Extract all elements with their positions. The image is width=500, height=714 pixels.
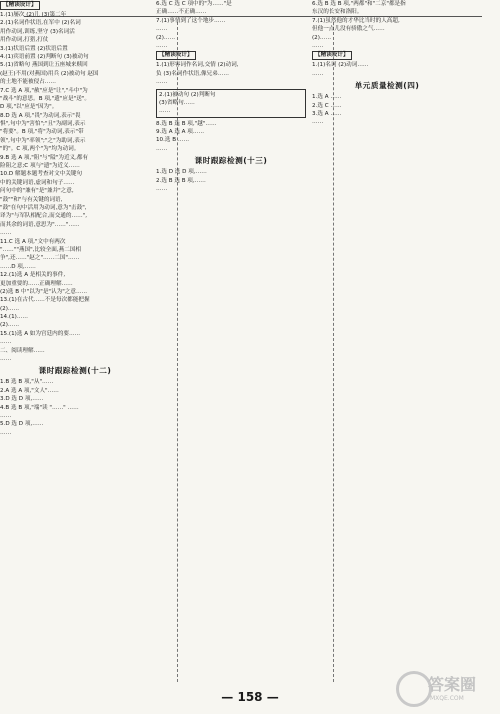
answer-line: (2)…… (156, 34, 176, 41)
answer-line: 1.(1)屡次 (2)儿 (3)第二年 (0, 12, 67, 18)
page-number: — 158 — (221, 690, 279, 704)
answer-line: "鼓""和"与有关键的词语, (0, 196, 63, 203)
answer-line: (2)…… (0, 322, 20, 329)
answer-line: (赵王)不用(对燕国)用兵 (2)被动句 赵国 (0, 70, 99, 77)
answer-line: 正确……不正确…… (156, 9, 207, 16)
answer-lines (0, 11, 150, 363)
answer-line: 10.选 B …… (156, 137, 190, 144)
answer-line: 2.A 选 A 项,"文人"…… (0, 387, 59, 394)
answer-line: …… (156, 145, 168, 152)
answer-line: 9.选 A 选 A 项…… (156, 129, 205, 136)
answer-line: 6.选 C 选 C 项中的"为……"是 (156, 1, 232, 7)
answer-line: 1.(1)名词 (2)动词…… (312, 62, 369, 69)
answer-line: 险阻之意;C 项与"遗"为近义…… (0, 163, 80, 170)
answer-line: 1.(1)形容词作名词,交情 (2)动词, (156, 62, 239, 69)
answer-line: 1.B 选 B 项,"从"…… (0, 379, 54, 386)
answer-line: "将要"。B 项,"将"为动词,表示"带 (0, 129, 84, 136)
watermark-circle-icon (396, 671, 432, 707)
answer-line: 12.(1)选 A 是相关的事件, (0, 272, 66, 279)
answer-line: 3.D 选 D 项,…… (0, 396, 44, 403)
boxed-answers (156, 89, 306, 118)
watermark-text: 答案圈 (428, 675, 477, 694)
answer-line: 2.(1)名词作状语,在军中 (2)名词 (0, 20, 81, 27)
answer-line: …… (156, 26, 168, 33)
answer-lines (156, 120, 306, 154)
answer-line: 3.选 A …… (312, 110, 342, 117)
answer-line: (2)选 B 中"以为"是"认为"之意…… (0, 288, 88, 295)
answer-line: …… (0, 339, 12, 346)
answer-line: 13.(1)在古代……不是每次都能把握 (0, 297, 90, 304)
answer-line: 8.选 B 选 B 项,"越"…… (156, 120, 217, 127)
answer-line: 5.(1)省略句 燕国到让五座城来赎回 (0, 62, 88, 69)
answer-line: 2.选 B 选 B 项,…… (156, 177, 206, 184)
test-title: 单元质量检测(四) (354, 81, 420, 91)
test-title: 课时跟踪检测(十二) (38, 366, 112, 376)
answer-line: …… (312, 70, 324, 77)
answer-line: 用作动词,训练,坚守 (3)名词活 (0, 28, 75, 35)
answer-lines (156, 0, 306, 50)
answer-line: 中的关键词语,虚词和句子…… (0, 179, 75, 186)
answer-line: 15.(1)选 A 如为宫廷内的要…… (0, 330, 81, 337)
answer-lines (312, 61, 462, 78)
answer-line: 领",句中为"率领";"之"为助词,表示 (0, 137, 86, 144)
answer-line: 4.(1)宾语前置 (2)判断句 (3)被动句 (0, 53, 89, 60)
watermark-logo (394, 668, 490, 708)
section-heading: 【精读设计】 (0, 1, 40, 10)
answer-line: "战斗"的意思。B 项,"遗"应是"送"。 (0, 95, 90, 102)
answer-line: 14.(1)…… (0, 314, 29, 321)
column-middle (156, 0, 306, 660)
answer-line: 用作动词,打猎,打仗 (0, 37, 49, 44)
answer-lines (312, 93, 462, 127)
answer-line: …… (156, 186, 168, 193)
answer-line: 8.D 选 A 项,"畏"为动词,表示"畏 (0, 112, 81, 119)
answer-lines (156, 168, 306, 193)
answer-lines (156, 61, 306, 86)
column-left (0, 0, 150, 660)
answer-line: 二、阅读理解…… (0, 347, 45, 354)
answer-line: 7.(1)虽然他的才华比当时的人高超, (312, 17, 400, 24)
answer-line: 5.D 选 D 项,…… (0, 421, 44, 428)
answer-line: 7.C 选 A 项,"赦"应是"让","斗中"为 (0, 87, 88, 94)
answer-line: "的"。C 项,两个"为"均为动词。 (0, 146, 80, 153)
answer-line: D 项,"以"应是"因为"。 (0, 104, 58, 111)
answer-line: 而其余的词语,意思为"……"…… (0, 221, 80, 228)
answer-line: 更加重要的……正确理解…… (0, 280, 73, 287)
answer-line: 译为"与军队相配合,而交通的……", (0, 213, 88, 220)
watermark-url: MXQE.COM (430, 695, 464, 702)
answer-lines (0, 378, 150, 437)
answer-line: 问句中的"兼有"是"兼并"之意, (0, 188, 74, 195)
answer-line: …… (312, 119, 324, 126)
column-right (312, 0, 462, 660)
answer-line: 的土地不能被侵占…… (0, 79, 56, 86)
answer-line: 10.D 解题本题考查对文中关键句 (0, 171, 83, 178)
answer-line: 2.选 C …… (312, 102, 342, 109)
answer-line: ……D 项,…… (0, 263, 36, 270)
section-heading: 【精读设计】 (156, 51, 196, 60)
answer-lines (312, 0, 462, 50)
answer-line: 争",还……"赵之"……二国"…… (0, 255, 80, 262)
answer-line: 2.(1)被动句 (2)判断句 (159, 91, 216, 98)
answer-line: …… (156, 79, 168, 86)
answer-line: 1.选 D 选 D 项,…… (156, 169, 207, 176)
answer-line: 1.选 A …… (312, 94, 342, 101)
answer-line: (3)省略句…… (159, 99, 195, 106)
answer-line: 3.(1)状语后置 (2)状语后置 (0, 45, 68, 52)
answer-line: …… (0, 356, 12, 363)
answer-line: …… (0, 429, 12, 436)
answer-line: …… (312, 42, 324, 49)
answer-line: 4.B 选 B 项,"端"读 "……" …… (0, 404, 79, 411)
answer-line: "鼓"在句中活用为动词,意为"击鼓", (0, 204, 87, 211)
answer-line: (2)…… (312, 34, 332, 41)
answer-line: …… (159, 108, 171, 115)
answer-line: …… (0, 412, 12, 419)
section-heading: 【精读设计】 (312, 51, 352, 60)
answer-line: …… (156, 42, 168, 49)
answer-line: …… (0, 230, 12, 237)
answer-line: 6.选 B 选 B 项,"两都"和"二京"都是指 (312, 1, 406, 7)
answer-line: "……""燕国",比较全面,燕二国相 (0, 246, 81, 253)
answer-line: 7.(1)事情到了这个地步…… (156, 17, 226, 24)
answer-line: 惧",句中为"害怕";"且"为副词,表示 (0, 121, 86, 128)
answer-line: 东汉的长安和洛阳。 (312, 9, 363, 16)
test-title: 课时跟踪检测(十三) (194, 156, 268, 166)
answer-line: (2)…… (0, 305, 20, 312)
answer-line: 负 (3)名词作状语,像兄弟…… (156, 70, 230, 77)
answer-line: 但他一点儿没有骄傲之气…… (312, 26, 385, 33)
answer-line: 9.B 选 A 项,"阻"与"隘"为近义,都有 (0, 154, 89, 161)
answer-line: 11.C 选 A 项,"文中有两次 (0, 238, 66, 245)
